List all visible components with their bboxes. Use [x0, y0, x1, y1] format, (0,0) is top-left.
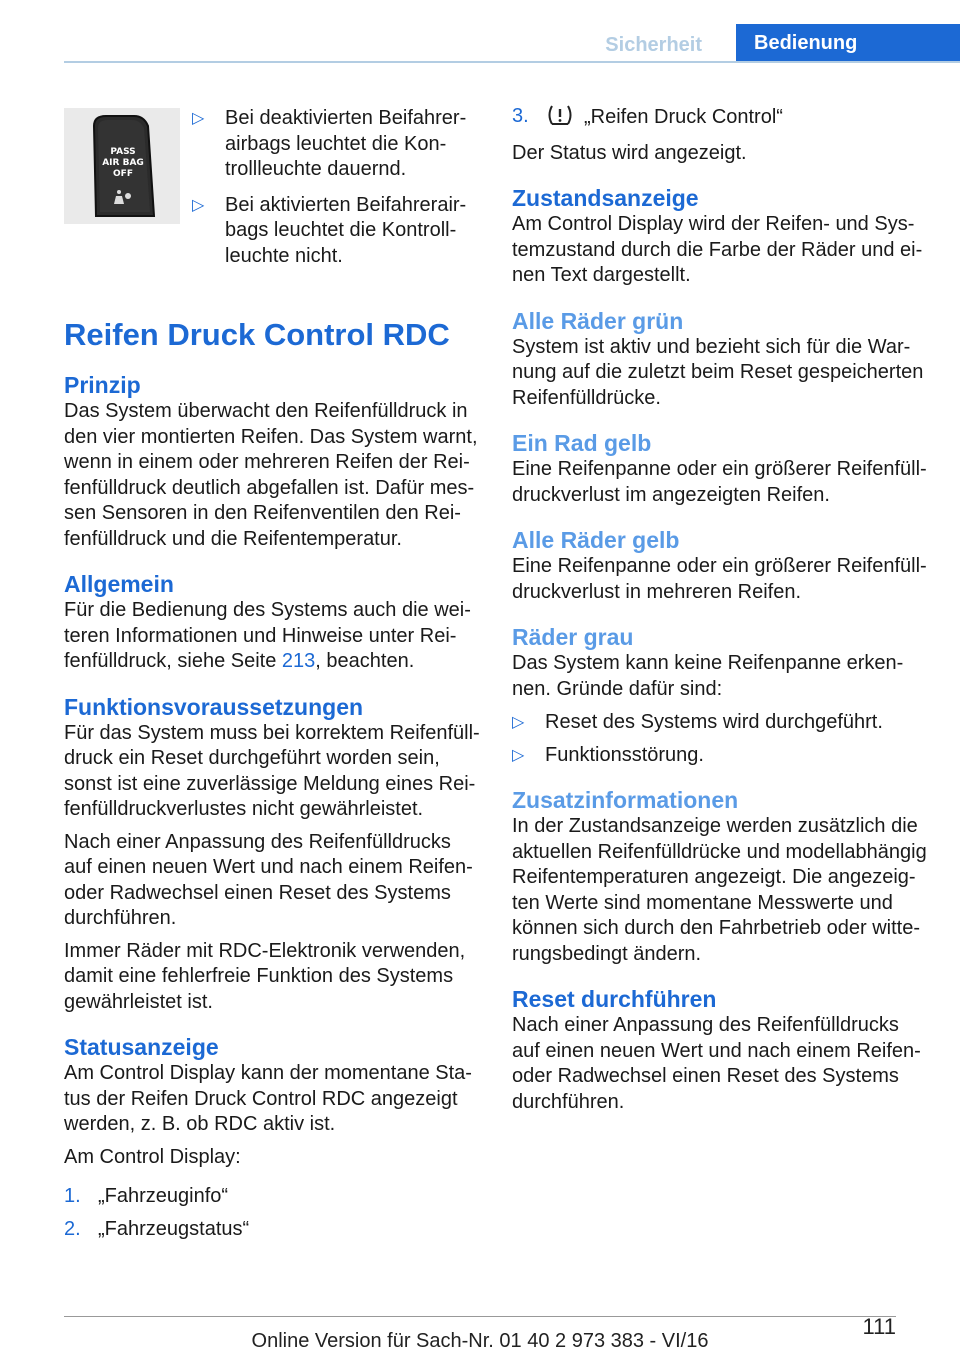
page-link[interactable]: 213	[281, 650, 316, 672]
airbag-bullets	[192, 106, 484, 269]
list-item: ▷ Funktionsstörung.	[512, 743, 932, 769]
airbag-off-indicator-image	[64, 108, 180, 224]
heading-reset-durchfuehren: Reset durchführen	[512, 986, 717, 1012]
status-text-1: Am Control Display kann der momentane Sta-tus der Reifen Druck Control RDC angezeigt werden, z. B. ob RDC aktiv ist.	[64, 1062, 472, 1135]
funk-text-3: Immer Räder mit RDC-Elektronik verwenden, damit eine fehlerfreie Funktion des Systems gewährleistet ist.	[64, 939, 466, 1013]
reset-text: Nach einer Anpassung des Reifenfülldrucks auf einen neuen Wert und nach einem Reifen- oder Radwechsel einen Reset des Systems durchführen.	[512, 1014, 921, 1113]
zusatz-text: In der Zustandsanzeige werden zusätzlich die aktuellen Reifenfülldrücke und modellabhängig Reifentemperaturen angezeigt. Die angezeig-ten Werte sind momentane Messwerte und können sich durch den Fahrbetrieb oder witte-rungsbedingt ändern.	[512, 815, 927, 965]
prinzip-text: Das System überwacht den Reifenfülldruck in den vier montierten Reifen. Das System warnt, wenn in einem oder mehreren Reifen der Rei-fenfülldruck deutlich abgefallen ist. Dafür mes-sen Sensoren in den Reifenventilen den Rei-fenfülldruck und die Reifentemperatur.	[64, 400, 478, 550]
list-item: ▷ Reset des Systems wird durchgeführt.	[512, 710, 932, 736]
zustand-text: Am Control Display wird der Reifen- und Sys-temzustand durch die Farbe der Räder und ei-nen Text dargestellt.	[512, 213, 923, 286]
status-text-2: Am Control Display:	[64, 1145, 241, 1168]
airbag-text-1: PASS	[110, 147, 136, 157]
status-steps	[64, 1184, 484, 1242]
page-number: 111	[862, 1314, 896, 1339]
footer-rule	[64, 1316, 896, 1317]
heading-alle-raeder-gelb: Alle Räder gelb	[512, 527, 680, 553]
funk-text-2: Nach einer Anpassung des Reifenfülldrucks auf einen neuen Wert und nach einem Reifen- oder Radwechsel einen Reset des Systems durchführen.	[64, 830, 473, 929]
allegelb-text: Eine Reifenpanne oder ein größerer Reifenfüll-druckverlust in mehreren Reifen.	[512, 555, 927, 603]
tab-sicherheit[interactable]: Sicherheit	[605, 34, 702, 56]
heading-statusanzeige: Statusanzeige	[64, 1034, 219, 1060]
airbag-text-2: AIR BAG	[102, 158, 144, 168]
airbag-off-icon	[64, 108, 180, 224]
airbag-text-3: OFF	[113, 169, 133, 179]
heading-zusatzinformationen: Zusatzinformationen	[512, 787, 739, 813]
bullet-triangle-icon: ▷	[192, 196, 205, 214]
heading-allgemein: Allgemein	[64, 571, 174, 597]
heading-prinzip: Prinzip	[64, 372, 141, 398]
bullet-triangle-icon: ▷	[512, 746, 525, 764]
heading-zustandsanzeige: Zustandsanzeige	[512, 185, 699, 211]
page-header	[0, 24, 960, 62]
heading-ein-rad-gelb: Ein Rad gelb	[512, 430, 652, 456]
bullet-triangle-icon: ▷	[512, 714, 525, 731]
allgemein-text: Für die Bedienung des Systems auch die wei-teren Informationen und Hinweise unter Rei-fenfülldruck, siehe Seite 213, beachten.	[64, 599, 471, 672]
tab-bedienung[interactable]: Bedienung	[736, 24, 960, 62]
left-column	[64, 100, 484, 1242]
header-rule	[64, 61, 960, 63]
funk-text-1: Für das System muss bei korrektem Reifenfüll-druck ein Reset durchgeführt worden sein, sonst ist eine zuverlässige Meldung eines Rei-fenfülldruckverlustes nicht gewährleistet.	[64, 721, 480, 820]
step3-result: Der Status wird angezeigt.	[512, 141, 747, 164]
grau-bullets	[512, 710, 932, 768]
tire-pressure-warning-icon	[546, 104, 574, 134]
status-steps-continued	[512, 104, 932, 134]
bullet-triangle-icon: ▷	[192, 110, 205, 127]
heading-raeder-grau: Räder grau	[512, 624, 634, 650]
list-item: ▷ Bei aktivierten Beifahrerair-bags leuchtet die Kontroll-leuchte nicht.	[192, 193, 467, 267]
heading-alle-raeder-gruen: Alle Räder grün	[512, 307, 684, 334]
section-title: Reifen Druck Control RDC	[64, 317, 450, 352]
footer-text: Online Version für Sach-Nr. 01 40 2 973 383 - VI/16	[251, 1330, 709, 1352]
list-item: ▷ Bei deaktivierten Beifahrer-airbags leuchtet die Kon-trollleuchte dauernd.	[192, 107, 467, 180]
list-item: 3. „Reifen Druck Control“	[512, 104, 932, 134]
list-item: 2. „Fahrzeugstatus“	[64, 1217, 250, 1240]
heading-funktionsvoraussetzungen: Funktionsvoraussetzungen	[64, 693, 364, 720]
grau-text: Das System kann keine Reifenpanne erken-nen. Gründe dafür sind:	[512, 652, 904, 700]
airbag-section	[64, 100, 484, 298]
list-item: 1. „Fahrzeuginfo“	[64, 1185, 229, 1207]
gruen-text: System ist aktiv und bezieht sich für die War-nung auf die zuletzt beim Reset gespeicherten Reifenfülldrücke.	[512, 335, 924, 409]
eingelb-text: Eine Reifenpanne oder ein größerer Reifenfüll-druckverlust im angezeigten Reifen.	[512, 458, 927, 506]
right-column	[512, 104, 932, 1115]
